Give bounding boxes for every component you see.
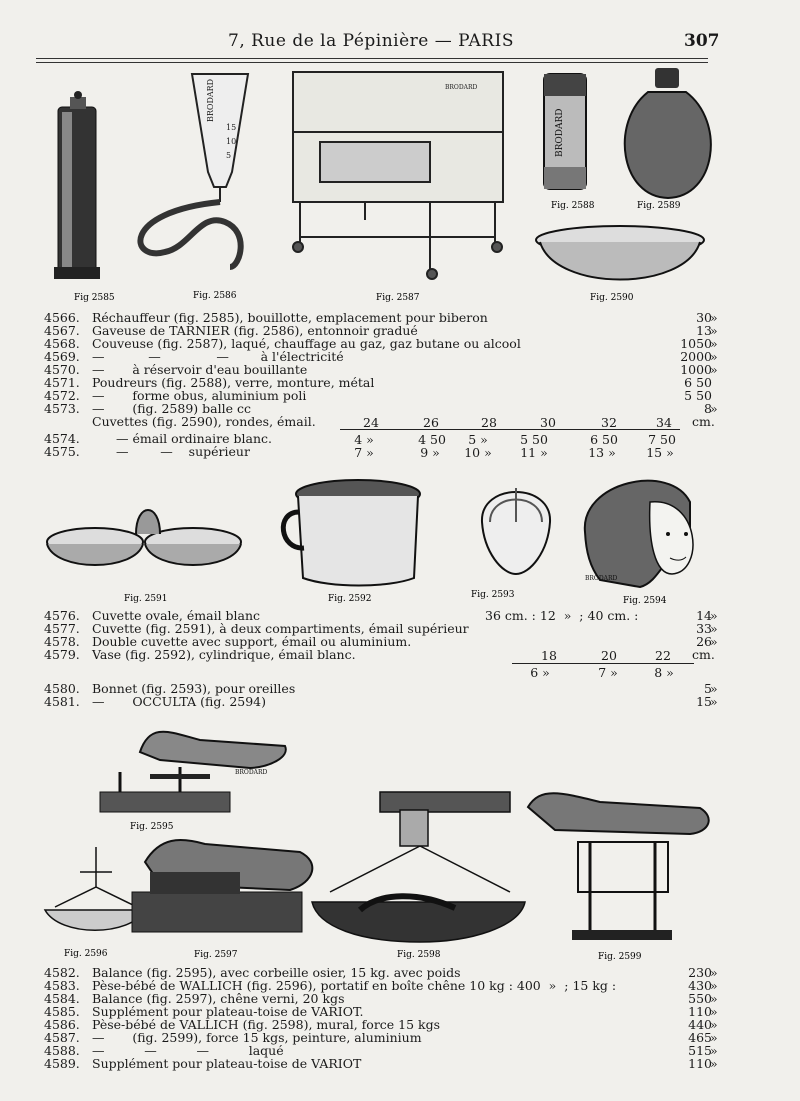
occulta-illustration [585, 481, 693, 587]
table-cell: 4 50 [418, 432, 446, 447]
item-price: 14 [696, 608, 712, 623]
table-cell: 5 » [468, 432, 488, 447]
table-cell: 7 50 [648, 432, 676, 447]
fig-2598-caption: Fig. 2598 [397, 950, 441, 960]
item-number: 4580. [44, 681, 80, 696]
poudreur-illustration [544, 74, 586, 189]
item-unit: » [710, 323, 718, 338]
item-price: 110 [688, 1004, 712, 1019]
item-description: — (fig. 2599), force 15 kgs, peinture, aluminium [92, 1030, 422, 1045]
item-number: 4587. [44, 1030, 80, 1045]
item-number: 4572. [44, 388, 80, 403]
table-cell: 5 50 [520, 432, 548, 447]
item-number: 4585. [44, 1004, 80, 1019]
item-unit: » [710, 401, 718, 416]
item-description: Double cuvette avec support, émail ou aluminium. [92, 634, 412, 649]
table-cell: 11 » [520, 445, 548, 460]
item-number: 4589. [44, 1056, 80, 1071]
page-number: 307 [684, 31, 720, 51]
table-cell: 9 » [420, 445, 440, 460]
cuvettes-rule [340, 429, 680, 430]
fig-2599-caption: Fig. 2599 [598, 952, 642, 962]
item-number: 4583. [44, 978, 80, 993]
vase-illustration [283, 480, 420, 586]
fig-2590-caption: Fig. 2590 [590, 293, 634, 302]
gaveuse-illustration [140, 74, 248, 267]
item-price: 550 [688, 991, 712, 1006]
item-size-prices: 36 cm. : 12 » ; 40 cm. : [485, 608, 639, 623]
item-price: 1000 [680, 362, 712, 377]
balance-chene-illustration [132, 840, 312, 932]
item-unit: » [710, 336, 718, 351]
item-description: Réchauffeur (fig. 2585), bouillotte, emplacement pour biberon [92, 310, 488, 325]
rechauffeur-illustration [54, 91, 100, 279]
item-unit: » [710, 608, 718, 623]
item-number: 4568. [44, 336, 80, 351]
item-unit: » [710, 1004, 718, 1019]
vase-price: 7 » [598, 665, 618, 680]
top-figures [0, 62, 800, 302]
poudreur-brand: BRODARD [555, 108, 565, 157]
item-description: Gaveuse de TARNIER (fig. 2586), entonnoir gradué [92, 323, 418, 338]
item-description: Cuvette (fig. 2591), à deux compartiments, émail supérieur [92, 621, 469, 636]
item-price: 230 [688, 965, 712, 980]
item-number: 4588. [44, 1043, 80, 1058]
vase-size: 22 [655, 648, 671, 663]
item-unit: » [710, 991, 718, 1006]
occulta-brand: BRODARD [585, 575, 618, 582]
item-price: 430 [688, 978, 712, 993]
item-description: — forme obus, aluminium poli [92, 388, 307, 403]
item-price: 8 [704, 401, 712, 416]
wallich-portatif-illustration [45, 847, 145, 930]
item-description: Supplément pour plateau-toise de VARIOT [92, 1056, 362, 1071]
cuvettes-size: 30 [540, 415, 556, 430]
item-price: 465 [688, 1030, 712, 1045]
middle-figures [0, 462, 800, 610]
header-title: 7, Rue de la Pépinière — PARIS [228, 31, 514, 51]
page-header [0, 31, 800, 55]
item-number: 4584. [44, 991, 80, 1006]
bottom-figures [0, 712, 800, 962]
couveuse-illustration [293, 72, 503, 279]
gaveuse-scale-10: 10 [226, 137, 237, 146]
fig-2597-caption: Fig. 2597 [194, 950, 238, 960]
cuvettes-label: Cuvettes (fig. 2590), rondes, émail. [92, 414, 316, 429]
fig-2592-caption: Fig. 2592 [328, 594, 372, 604]
item-number: 4567. [44, 323, 80, 338]
item-description: — — — laqué [92, 1043, 284, 1058]
item-unit: » [710, 310, 718, 325]
table-cell: 15 » [646, 445, 674, 460]
gaveuse-brand: BRODARD [206, 78, 215, 122]
item-description: Vase (fig. 2592), cylindrique, émail blanc. [92, 647, 356, 662]
vase-price: 6 » [530, 665, 550, 680]
vase-unit: cm. [692, 647, 715, 662]
item-number: 4586. [44, 1017, 80, 1032]
item-price: 33 [696, 621, 712, 636]
item-price: 15 [696, 694, 712, 709]
item-unit: » [710, 965, 718, 980]
item-number: 4575. [44, 444, 80, 459]
fig-2591-caption: Fig. 2591 [124, 594, 168, 604]
vase-rule [512, 663, 694, 664]
pese-bebe-2599-illustration [528, 793, 709, 940]
item-description: — à réservoir d'eau bouillante [92, 362, 308, 377]
item-unit: » [710, 681, 718, 696]
list-item [0, 1057, 800, 1070]
item-description: Bonnet (fig. 2593), pour oreilles [92, 681, 296, 696]
item-unit: » [710, 694, 718, 709]
item-number: 4582. [44, 965, 80, 980]
cuvettes-size: 26 [423, 415, 439, 430]
item-price: 110 [688, 1056, 712, 1071]
item-unit: » [710, 621, 718, 636]
list-item [0, 648, 800, 661]
item-price: 440 [688, 1017, 712, 1032]
item-description: Supplément pour plateau-toise de VARIOT. [92, 1004, 364, 1019]
balance-brand: BRODARD [235, 769, 268, 776]
couveuse-brand: BRODARD [445, 84, 478, 91]
item-description: — émail ordinaire blanc. [116, 431, 272, 446]
list-item [0, 695, 800, 708]
cuvettes-header-row [0, 415, 800, 428]
fig-2593-caption: Fig. 2593 [471, 590, 515, 600]
cuvettes-size: 28 [481, 415, 497, 430]
item-number: 4566. [44, 310, 80, 325]
fig-2594-caption: Fig. 2594 [623, 596, 667, 606]
item-unit: » [710, 978, 718, 993]
item-description: — (fig. 2589) balle cc [92, 401, 251, 416]
item-description: — OCCULTA (fig. 2594) [92, 694, 267, 709]
vase-size: 18 [541, 648, 557, 663]
item-unit: » [710, 1043, 718, 1058]
item-price: 515 [688, 1043, 712, 1058]
gaveuse-scale-5: 5 [226, 151, 232, 160]
fig-2589-caption: Fig. 2589 [637, 201, 681, 211]
item-description: Balance (fig. 2595), avec corbeille osier, 15 kg. avec poids [92, 965, 461, 980]
table-cell: 4 » [354, 432, 374, 447]
item-description: Pèse-bébé de VALLICH (fig. 2598), mural, force 15 kgs [92, 1017, 441, 1032]
fig-2595-caption: Fig. 2595 [130, 822, 174, 832]
item-unit: » [710, 1056, 718, 1071]
item-unit: » [710, 634, 718, 649]
item-number: 4581. [44, 694, 80, 709]
balle-illustration [625, 68, 711, 198]
cuvettes-size: 24 [363, 415, 379, 430]
table-cell: 13 » [588, 445, 616, 460]
cuvettes-size: 32 [601, 415, 617, 430]
item-unit: » [710, 349, 718, 364]
item-price: 13 [696, 323, 712, 338]
item-price: 1050 [680, 336, 712, 351]
item-unit: » [710, 1017, 718, 1032]
item-description: Balance (fig. 2597), chêne verni, 20 kgs [92, 991, 345, 1006]
item-price: 5 [704, 681, 712, 696]
item-number: 4571. [44, 375, 80, 390]
cuvettes-size: 34 [656, 415, 672, 430]
item-description: Couveuse (fig. 2587), laqué, chauffage au gaz, gaz butane ou alcool [92, 336, 521, 351]
fig-2585-caption: Fig 2585 [74, 293, 115, 302]
item-number: 4573. [44, 401, 80, 416]
item-price: 26 [696, 634, 712, 649]
item-number: 4569. [44, 349, 80, 364]
item-description: Pèse-bébé de WALLICH (fig. 2596), portatif en boîte chêne 10 kg : 400 » ; 15 kg : [92, 978, 617, 993]
item-unit: » [710, 362, 718, 377]
item-number: 4577. [44, 621, 80, 636]
item-description: Poudreurs (fig. 2588), verre, monture, métal [92, 375, 375, 390]
vase-price: 8 » [654, 665, 674, 680]
fig-2596-caption: Fig. 2596 [64, 949, 108, 959]
item-number: 4570. [44, 362, 80, 377]
cuvettes-unit: cm. [692, 414, 715, 429]
table-cell: 7 » [354, 445, 374, 460]
cuvette-ronde-illustration [536, 226, 704, 280]
vallich-mural-illustration [312, 792, 525, 942]
table-cell: 10 » [464, 445, 492, 460]
table-cell: 6 50 [590, 432, 618, 447]
item-description: — — — à l'électricité [92, 349, 344, 364]
item-number: 4578. [44, 634, 80, 649]
cuvette-double-illustration [47, 510, 241, 565]
item-price: 6 50 [684, 375, 712, 390]
item-description: — — supérieur [116, 444, 250, 459]
item-description: Cuvette ovale, émail blanc [92, 608, 261, 623]
item-number: 4574. [44, 431, 80, 446]
bonnet-illustration [482, 488, 550, 574]
item-price: 5 50 [684, 388, 712, 403]
item-number: 4579. [44, 647, 80, 662]
fig-2587-caption: Fig. 2587 [376, 293, 420, 302]
vase-size: 20 [601, 648, 617, 663]
fig-2588-caption: Fig. 2588 [551, 201, 595, 211]
item-price: 2000 [680, 349, 712, 364]
balance-corbeille-illustration [100, 732, 286, 812]
gaveuse-scale-15: 15 [226, 123, 237, 132]
fig-2586-caption: Fig. 2586 [193, 291, 237, 301]
item-unit: » [710, 1030, 718, 1045]
item-number: 4576. [44, 608, 80, 623]
item-price: 30 [696, 310, 712, 325]
